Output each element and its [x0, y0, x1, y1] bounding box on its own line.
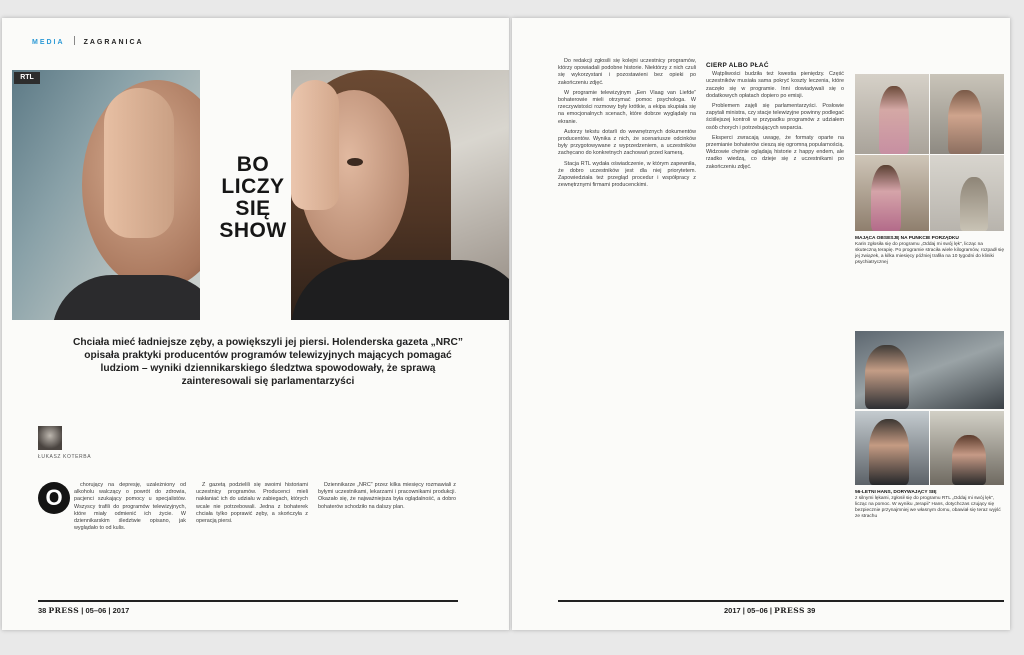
tv-logo: RTL — [14, 72, 40, 84]
room-detail — [960, 177, 988, 231]
page-number-right: 39 — [806, 606, 816, 615]
left-footer: 38 PRESS | 05–06 | 2017 — [38, 606, 130, 615]
caption-top-text: Karin zgłosiła się do programu „Oddaj mi swój lęk”, licząc na skuteczną terapię. Po programie straciła wiele kilogramów, rozpadł się jej związek, a kilka miesięcy później trafiła na 10 tygodni do kliniki psychiatrycznej — [855, 242, 1005, 265]
hans-figure — [865, 345, 909, 409]
photo-hans-car — [855, 331, 1004, 409]
footer-rule — [558, 600, 1004, 602]
photo-hans-2 — [930, 411, 1004, 485]
author-name: ŁUKASZ KOTERBA — [38, 454, 92, 460]
hans-figure — [952, 435, 986, 485]
body-paragraph: chorujący na depresję, uzależniony od alkoholu walczący o powrót do zdrowia, pacjenci szukający pomocy u specjalistów. Wszyscy trafili do programów telewizyjnych, które miały odmienić ich życie. W dziennikarskim śledztwie opisano, jak wyglądało to od kulis. — [74, 482, 186, 532]
caption-top — [855, 236, 1005, 266]
drop-cap: O — [38, 482, 70, 514]
body-paragraph: Autorzy tekstu dotarli do wewnętrznych dokumentów producentów. Wynika z nich, że scenariusze odcinków były przygotowywane z wyprzedzeniem, a uczestników zachęcano do konkretnych zachowań przed kamerą. — [558, 128, 696, 157]
body-paragraph: Wątpliwości budziła też kwestia pieniędzy. Część uczestników musiała sama pokryć koszty leczenia, które zaczęło się w programie. Inni dowiadywali się o dodatkowych opłatach dopiero po emisji. — [706, 71, 844, 99]
photo-man-covering-eye — [12, 70, 200, 320]
headline-line-3: SIĘ — [235, 197, 271, 220]
caption-bottom-text: z silnymi lękami, zgłosił się do programu RTL „Oddaj mi swój lęk”, licząc na pomoc. W wyniku „terapii” Hans, dotychczas czujący się bezpiecznie przynajmniej we własnym domu, obawiał się teraz wyjść ze strachu — [855, 496, 1001, 519]
headline-line-1: BO — [236, 153, 270, 176]
body-paragraph: Dziennikarze „NRC” przez kilka miesięcy rozmawiali z byłymi uczestnikami, lekarzami i pracownikami produkcji. Okazało się, że najważniejsza była oglądalność, a dobro bohaterów schodziło na dalszy plan. — [318, 482, 456, 510]
page-number-left: 38 — [38, 606, 47, 615]
photo-karin-3 — [855, 155, 929, 231]
karin-figure — [948, 90, 982, 154]
photo-karin-1 — [855, 74, 929, 154]
right-footer: 2017 | 05–06 | PRESS 39 — [724, 606, 816, 615]
issue-number: 05–06 — [85, 606, 107, 615]
photo-hans-1 — [855, 411, 929, 485]
right-page — [512, 18, 1010, 630]
caption-top-title: MAJĄCA OBSESJĘ NA PUNKCIE PORZĄDKU — [855, 236, 959, 241]
man-hand — [104, 88, 174, 238]
body-paragraph: Eksperci zwracają uwagę, że formaty oparte na przemianie bohaterów cieszą się ogromną popularnością. Widzowie chętnie oglądają historie z happy endem, ale rzadko wiedzą, co dzieje się z uczestnikami po zakończeniu zdjęć. — [706, 134, 844, 170]
article-column-2 — [196, 482, 308, 602]
footer-rule — [38, 600, 458, 602]
body-paragraph: Z gazetą podzielili się swoimi historiami uczestnicy programów. Producenci mieli nakłaniać ich do udziału w zabiegach, których wcale nie potrzebowali. Jedna z bohaterek chciała tylko poprawić zęby, a skończyła z operacją piersi. — [196, 482, 308, 525]
headline-line-4: SHOW — [219, 219, 287, 242]
caption-bottom — [855, 490, 1005, 520]
header-divider — [74, 36, 75, 45]
man-shirt — [52, 275, 200, 320]
karin-figure — [871, 165, 901, 231]
article-column-3 — [318, 482, 456, 602]
article-column-1 — [74, 482, 186, 602]
article-column-4 — [558, 58, 696, 598]
body-paragraph: Do redakcji zgłosili się kolejni uczestnicy programów, którzy opowiadali podobne historie. Niektórzy z nich czuli się wykorzystani i pozostawieni bez opieki po zakończeniu zdjęć. — [558, 58, 696, 86]
woman-hand — [291, 80, 339, 210]
karin-figure — [879, 86, 909, 154]
article-column-5 — [706, 58, 844, 598]
section-label: MEDIA — [32, 39, 65, 46]
woman-eye — [347, 158, 363, 166]
hans-figure — [869, 419, 909, 485]
subheading: CIERP ALBO PŁAĆ — [706, 62, 769, 69]
issue-year: 2017 — [112, 606, 130, 615]
headline-line-2: LICZY — [221, 175, 285, 198]
issue-year: 2017 — [724, 606, 741, 615]
caption-bottom-title: 56-LETNI HANS, DORYWAJĄCY SIĘ — [855, 490, 937, 495]
magazine-name: PRESS — [48, 606, 80, 615]
author-avatar — [38, 426, 62, 450]
body-paragraph: Stacja RTL wydała oświadczenie, w którym zapewniła, że dobro uczestników jest dla niej priorytetem. Zapowiedziała też przegląd procedur i współpracy z zewnętrznymi firmami producenckimi. — [558, 160, 696, 189]
headline — [218, 154, 288, 242]
left-page — [2, 18, 510, 630]
photo-woman-covering-eye — [291, 70, 510, 320]
body-paragraph: Problemem zajęli się parlamentarzyści. Posłowie zapytali ministra, czy stacje telewizyjne powinny podlegać ściślejszej kontroli w przypadku programów z udziałem osób chorych i potrzebujących wsparcia. — [706, 103, 844, 131]
lead-paragraph: Chciała mieć ładniejsze zęby, a powiększyli jej piersi. Holenderska gazeta „NRC” opisała praktyki producentów programów telewizyjnych mających pomagać ludziom – wyniki dziennikarskiego śledztwa spowodowały, że sprawą zainteresowali się parlamentarzyści — [73, 337, 463, 387]
magazine-name: PRESS — [774, 606, 805, 615]
body-paragraph: W programie telewizyjnym „Een Vlaag van Liefde” bohaterowie mieli otrzymać pomoc psychologa. W rzeczywistości rozmowy były krótkie, a ekipa skupiała się na emocjonalnych scenach, które dobrze wyglądały na ekranie. — [558, 89, 696, 125]
section-header — [32, 36, 144, 46]
subsection-label: ZAGRANICA — [83, 39, 144, 46]
issue-number: 05–06 — [746, 606, 768, 615]
photo-karin-4 — [930, 155, 1004, 231]
photo-karin-2 — [930, 74, 1004, 154]
